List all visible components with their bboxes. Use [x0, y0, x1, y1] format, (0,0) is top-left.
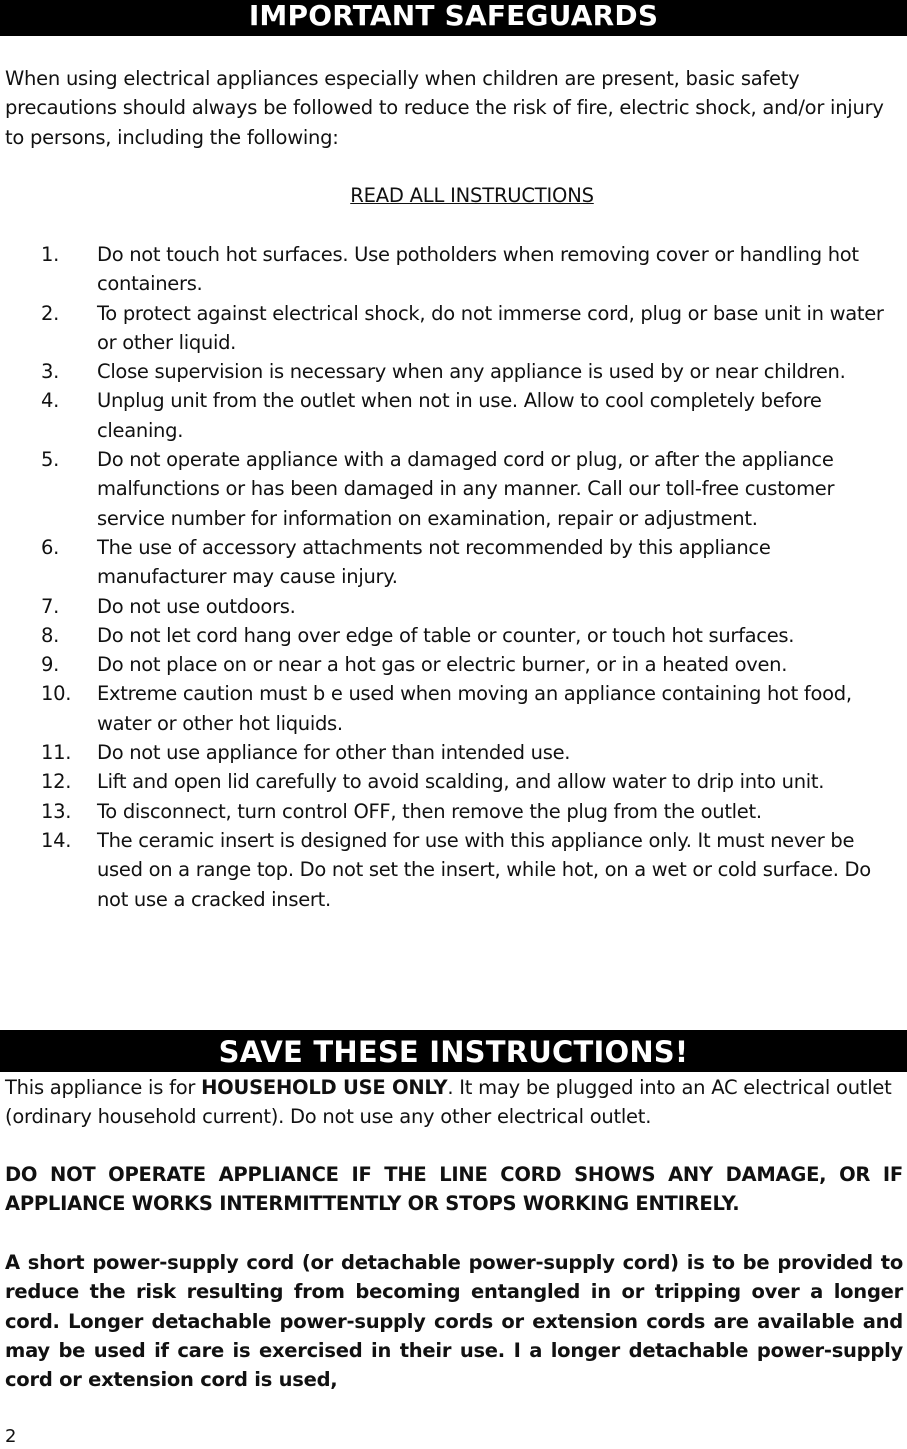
item-number: 2. [41, 301, 60, 325]
household-text-pre: This appliance is for [5, 1076, 202, 1099]
item-text: The ceramic insert is designed for use with this appliance only. It must never be used on a range top. Do not set the insert, while hot, on a wet or cold surface. Do not use a cracked insert. [97, 828, 871, 911]
item-number: 4. [41, 389, 60, 413]
item-number: 11. [41, 741, 72, 765]
household-use-paragraph [5, 1073, 903, 1132]
item-text: To disconnect, turn control OFF, then remove the plug from the outlet. [97, 799, 762, 823]
safeguard-item [0, 592, 907, 621]
page-number: 2 [5, 1426, 17, 1447]
item-text: Unplug unit from the outlet when not in use. Allow to cool completely before cleaning. [97, 389, 822, 442]
item-text: Do not touch hot surfaces. Use potholders when removing cover or handling hot containers. [97, 243, 859, 296]
item-text: Extreme caution must b e used when moving an appliance containing hot food, water or other hot liquids. [97, 682, 852, 735]
household-use-only: HOUSEHOLD USE ONLY [201, 1076, 448, 1099]
safeguard-list [0, 240, 907, 914]
item-number: 14. [41, 828, 72, 852]
item-text: To protect against electrical shock, do not immerse cord, plug or base unit in water or other liquid. [97, 301, 884, 354]
safeguard-item [0, 386, 907, 445]
safeguard-item [0, 621, 907, 650]
item-number: 8. [41, 623, 60, 647]
item-text: Do not use appliance for other than intended use. [97, 741, 571, 765]
safeguard-item [0, 767, 907, 796]
item-text: Lift and open lid carefully to avoid scalding, and allow water to drip into unit. [97, 770, 825, 794]
item-number: 3. [41, 360, 60, 384]
safeguard-item [0, 738, 907, 767]
item-text: Do not let cord hang over edge of table or counter, or touch hot surfaces. [97, 623, 795, 647]
line-cord-warning: DO NOT OPERATE APPLIANCE IF THE LINE CORD SHOWS ANY DAMAGE, OR IF APPLIANCE WORKS INTERMITTENTLY OR STOPS WORKING ENTIRELY. [5, 1163, 903, 1216]
item-number: 7. [41, 594, 60, 618]
safeguard-item [0, 357, 907, 386]
safeguard-item [0, 797, 907, 826]
important-safeguards-heading: IMPORTANT SAFEGUARDS [0, 0, 907, 36]
item-number: 10. [41, 682, 72, 706]
safeguard-item [0, 299, 907, 358]
item-number: 5. [41, 448, 60, 472]
item-text: Do not operate appliance with a damaged cord or plug, or after the appliance malfunctions or has been damaged in any manner. Call our toll-free customer service number for information on examination, repair or adjustment. [97, 448, 835, 530]
item-text: Do not use outdoors. [97, 594, 296, 618]
read-all-instructions: READ ALL INSTRUCTIONS [350, 184, 594, 207]
safeguard-item [0, 240, 907, 299]
safeguard-item [0, 826, 907, 914]
item-number: 12. [41, 770, 72, 794]
safeguard-item [0, 445, 907, 533]
item-number: 6. [41, 535, 60, 559]
item-text: The use of accessory attachments not recommended by this appliance manufacturer may cause injury. [97, 535, 771, 589]
intro-paragraph: When using electrical appliances especially when children are present, basic safety precautions should always be followed to reduce the risk of fire, electric shock, and/or injury to persons, including the following: [5, 67, 884, 149]
safeguard-item [0, 533, 907, 592]
item-text: Do not place on or near a hot gas or electric burner, or in a heated oven. [97, 653, 788, 677]
item-number: 1. [41, 243, 60, 266]
item-number: 13. [41, 799, 72, 823]
item-number: 9. [41, 653, 60, 677]
item-text: Close supervision is necessary when any appliance is used by or near children. [97, 360, 846, 384]
safeguard-item [0, 650, 907, 679]
household-text-post: . It may be plugged into an AC electrical outlet (ordinary household current). Do not use any other electrical outlet. [5, 1076, 892, 1129]
safeguard-item [0, 679, 907, 738]
save-instructions-heading: SAVE THESE INSTRUCTIONS! [0, 1030, 907, 1072]
power-supply-cord-note: A short power-supply cord (or detachable power-supply cord) is to be provided to reduce the risk resulting from becoming entangled in or tripping over a longer cord. Longer detachable power-supply cords or extension cords are available and may be used if care is exercised in their use. I a longer detachable power-supply cord or extension cord is used, [5, 1251, 903, 1392]
